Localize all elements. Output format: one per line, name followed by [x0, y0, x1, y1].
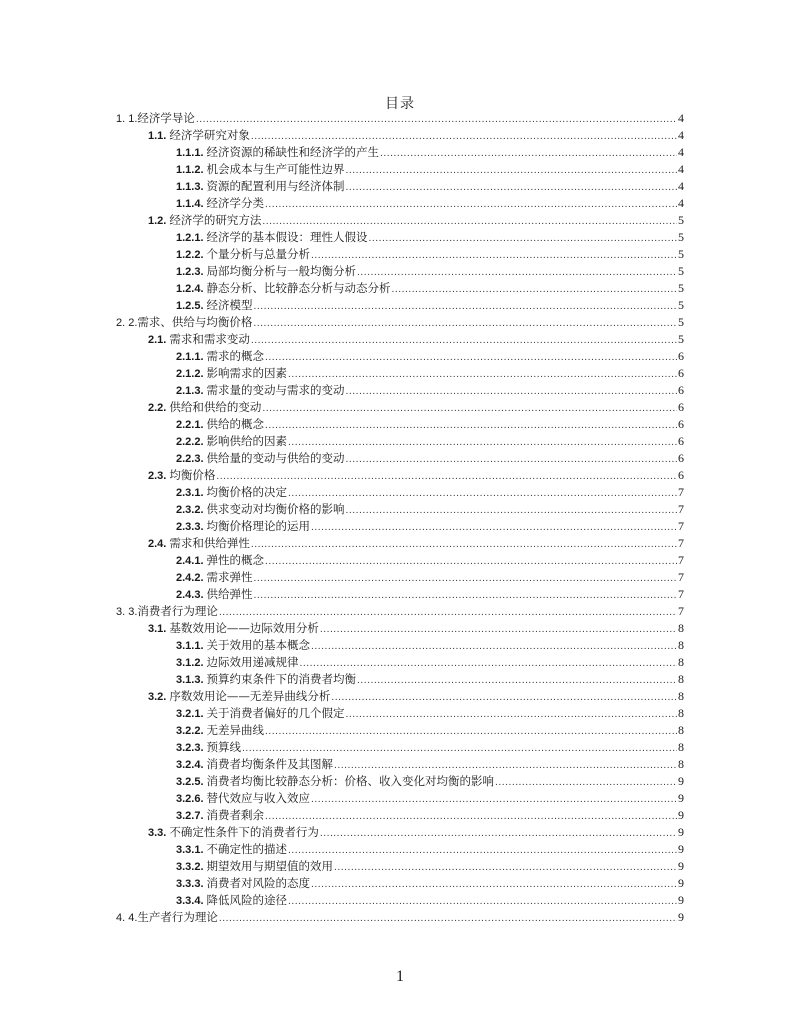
toc-entry-number: 1.2.5. — [176, 300, 204, 312]
toc-entry-page: 5 — [678, 281, 684, 295]
toc-entry-level-3[interactable] — [116, 552, 684, 569]
dot-leader — [288, 486, 677, 503]
toc-entry-number: 1.1. — [148, 130, 167, 142]
toc-entry-number: 3.1.1. — [176, 640, 204, 652]
toc-entry-number: 3.2.3. — [176, 742, 204, 754]
toc-entry-label: 关于效用的基本概念 — [206, 638, 311, 652]
dot-leader — [392, 282, 677, 299]
toc-entry-number: 2.3. — [148, 470, 167, 482]
toc-entry-label: 降低风险的途径 — [206, 893, 288, 907]
dot-leader — [357, 265, 677, 282]
toc-entry-number: 2. 2. — [116, 317, 138, 329]
toc-entry-number: 3.3. — [148, 827, 167, 839]
toc-entry-label: 经济学分类 — [206, 196, 265, 210]
toc-entry-label: 消费者均衡比较静态分析：价格、收入变化对均衡的影响 — [206, 774, 495, 788]
toc-entry-level-2[interactable] — [116, 399, 684, 416]
toc-entry-page: 6 — [678, 366, 684, 380]
dot-leader — [265, 197, 677, 214]
toc-entry-page: 4 — [678, 128, 684, 142]
toc-entry-level-3[interactable] — [116, 756, 684, 773]
toc-entry-level-3[interactable] — [116, 841, 684, 858]
toc-entry-level-3[interactable] — [116, 501, 684, 518]
toc-entry-level-3[interactable] — [116, 229, 684, 246]
toc-entry-page: 5 — [678, 230, 684, 244]
toc-entry-number: 1.1.3. — [176, 181, 204, 193]
toc-entry-label: 均衡价格理论的运用 — [206, 519, 311, 533]
toc-entry-number: 2.4.1. — [176, 555, 204, 567]
toc-entry-level-2[interactable] — [116, 824, 684, 841]
toc-entry-page: 4 — [678, 145, 684, 159]
toc-entry-page: 7 — [678, 570, 684, 584]
toc-entry-page: 4 — [678, 179, 684, 193]
toc-entry-label: 供求变动对均衡价格的影响 — [206, 502, 345, 516]
toc-entry-number: 4. 4. — [116, 912, 138, 924]
dot-leader — [380, 146, 677, 163]
toc-entry-page: 9 — [678, 825, 684, 839]
toc-entry-number: 3.2. — [148, 691, 167, 703]
toc-entry-label: 供给弹性 — [206, 587, 253, 601]
toc-entry-label: 预算约束条件下的消费者均衡 — [206, 672, 357, 686]
toc-entry-page: 5 — [678, 332, 684, 346]
dot-leader — [288, 435, 677, 452]
toc-entry-page: 9 — [678, 859, 684, 873]
toc-entry-label: 影响需求的因素 — [206, 366, 288, 380]
toc-entry-page: 7 — [678, 536, 684, 550]
toc-entry-number: 3.1.3. — [176, 674, 204, 686]
toc-entry-label: 需求和需求变动 — [169, 332, 250, 346]
toc-entry-number: 2.1. — [148, 334, 167, 346]
toc-entry-page: 5 — [678, 298, 684, 312]
toc-entry-number: 3.3.4. — [176, 895, 204, 907]
toc-entry-level-3[interactable] — [116, 722, 684, 739]
toc-entry-page: 9 — [678, 808, 684, 822]
toc-entry-page: 6 — [678, 417, 684, 431]
toc-entry-level-3[interactable] — [116, 518, 684, 535]
toc-entry-label: 经济资源的稀缺性和经济学的产生 — [206, 145, 380, 159]
toc-entry-page: 6 — [678, 383, 684, 397]
toc-entry-label: 需求量的变动与需求的变动 — [206, 383, 345, 397]
toc-entry-level-2[interactable] — [116, 688, 684, 705]
toc-entry-level-2[interactable] — [116, 331, 684, 348]
dot-leader — [251, 333, 677, 350]
toc-entry-page: 8 — [678, 672, 684, 686]
toc-entry-page: 7 — [678, 553, 684, 567]
toc-entry-label: 经济模型 — [206, 298, 253, 312]
toc-entry-number: 2.4.2. — [176, 572, 204, 584]
toc-entry-page: 5 — [678, 264, 684, 278]
dot-leader — [331, 690, 677, 707]
toc-entry-level-1[interactable] — [116, 314, 684, 331]
toc-entry-level-3[interactable] — [116, 161, 684, 178]
toc-entry-level-3[interactable] — [116, 773, 684, 790]
toc-entry-page: 4 — [678, 162, 684, 176]
toc-entry-number: 2.1.3. — [176, 385, 204, 397]
toc-entry-page: 6 — [678, 434, 684, 448]
toc-entry-page: 5 — [678, 213, 684, 227]
toc-entry-level-3[interactable] — [116, 739, 684, 756]
dot-leader — [253, 316, 677, 333]
dot-leader — [346, 503, 677, 520]
dot-leader — [346, 707, 677, 724]
toc-entry-level-3[interactable] — [116, 365, 684, 382]
toc-entry-level-3[interactable] — [116, 416, 684, 433]
toc-entry-page: 9 — [678, 791, 684, 805]
toc-entry-number: 3.2.4. — [176, 759, 204, 771]
toc-entry-label: 需求的概念 — [206, 349, 265, 363]
dot-leader — [265, 418, 677, 435]
toc-entry-label: 供给量的变动与供给的变动 — [206, 451, 345, 465]
toc-entry-level-3[interactable] — [116, 195, 684, 212]
toc-entry-label: 基数效用论——边际效用分析 — [169, 621, 319, 635]
toc-entry-level-1[interactable] — [116, 110, 684, 127]
toc-entry-page: 9 — [678, 893, 684, 907]
toc-entry-page: 6 — [678, 349, 684, 363]
toc-entry-page: 8 — [678, 740, 684, 754]
toc-entry-number: 1.2.3. — [176, 266, 204, 278]
dot-leader — [288, 894, 677, 911]
toc-entry-level-3[interactable] — [116, 348, 684, 365]
toc-entry-level-3[interactable] — [116, 671, 684, 688]
toc-entry-page: 7 — [678, 587, 684, 601]
toc-entry-level-3[interactable] — [116, 637, 684, 654]
dot-leader — [311, 248, 677, 265]
toc-entry-number: 3.2.7. — [176, 810, 204, 822]
toc-entry-level-3[interactable] — [116, 144, 684, 161]
toc-entry-page: 5 — [678, 315, 684, 329]
dot-leader — [320, 622, 677, 639]
toc-entry-label: 替代效应与收入效应 — [206, 791, 311, 805]
toc-entry-number: 1.2.2. — [176, 249, 204, 261]
toc-entry-level-2[interactable] — [116, 467, 684, 484]
toc-entry-page: 6 — [678, 451, 684, 465]
toc-entry-label: 需求弹性 — [206, 570, 253, 584]
toc-entry-label: 序数效用论——无差异曲线分析 — [169, 689, 331, 703]
dot-leader — [288, 367, 677, 384]
toc-entry-level-3[interactable] — [116, 450, 684, 467]
toc-entry-page: 5 — [678, 247, 684, 261]
toc-entry-number: 2.2. — [148, 402, 167, 414]
toc-entry-level-2[interactable] — [116, 620, 684, 637]
toc-entry-number: 1. 1. — [116, 113, 138, 125]
toc-entry-page: 9 — [678, 774, 684, 788]
toc-entry-number: 3.1.2. — [176, 657, 204, 669]
toc-entry-page: 8 — [678, 689, 684, 703]
toc-entry-label: 经济学导论 — [137, 111, 195, 125]
toc-title: 目录 — [385, 96, 415, 112]
toc-entry-level-3[interactable] — [116, 790, 684, 807]
toc-entry-number: 1.2. — [148, 215, 167, 227]
toc-entry-level-3[interactable] — [116, 297, 684, 314]
toc-entry-level-3[interactable] — [116, 433, 684, 450]
dot-leader — [265, 350, 677, 367]
toc-entry-label: 不确定性的描述 — [206, 842, 288, 856]
dot-leader — [311, 639, 677, 656]
toc-entry-number: 2.3.1. — [176, 487, 204, 499]
toc-entry-page: 7 — [678, 519, 684, 533]
dot-leader — [334, 860, 677, 877]
toc-entry-number: 3.2.6. — [176, 793, 204, 805]
toc-entry-page: 6 — [678, 468, 684, 482]
toc-entry-page: 8 — [678, 706, 684, 720]
toc-entry-page: 4 — [678, 111, 684, 125]
toc-entry-level-3[interactable] — [116, 654, 684, 671]
dot-leader — [262, 401, 677, 418]
dot-leader — [311, 792, 677, 809]
dot-leader — [320, 826, 677, 843]
toc-entry-number: 2.1.1. — [176, 351, 204, 363]
toc-entry-label: 关于消费者偏好的几个假定 — [206, 706, 345, 720]
page-number: 1 — [396, 968, 404, 985]
toc-entry-label: 经济学研究对象 — [169, 128, 250, 142]
toc-entry-level-3[interactable] — [116, 705, 684, 722]
toc-entry-page: 9 — [678, 842, 684, 856]
toc-entry-label: 预算线 — [206, 740, 242, 754]
toc-entry-level-3[interactable] — [116, 586, 684, 603]
toc-entry-number: 3.2.1. — [176, 708, 204, 720]
dot-leader — [346, 180, 677, 197]
toc-entry-page: 7 — [678, 502, 684, 516]
toc-entry-number: 3.2.5. — [176, 776, 204, 788]
toc-entry-label: 资源的配置利用与经济体制 — [206, 179, 345, 193]
toc-entry-level-3[interactable] — [116, 178, 684, 195]
toc-entry-label: 机会成本与生产可能性边界 — [206, 162, 345, 176]
dot-leader — [265, 554, 677, 571]
dot-leader — [346, 163, 677, 180]
toc-entry-label: 供给的概念 — [206, 417, 265, 431]
dot-leader — [254, 299, 677, 316]
toc-entry-number: 1.1.2. — [176, 164, 204, 176]
toc-entry-level-2[interactable] — [116, 535, 684, 552]
toc-entry-label: 局部均衡分析与一般均衡分析 — [206, 264, 357, 278]
toc-entry-label: 消费者对风险的态度 — [206, 876, 311, 890]
toc-entry-label: 个量分析与总量分析 — [206, 247, 311, 261]
toc-entry-label: 经济学的研究方法 — [169, 213, 262, 227]
toc-entry-label: 弹性的概念 — [206, 553, 265, 567]
dot-leader — [495, 775, 677, 792]
toc-entry-level-3[interactable] — [116, 858, 684, 875]
toc-entry-label: 供给和供给的变动 — [169, 400, 262, 414]
toc-entry-page: 9 — [678, 910, 684, 924]
toc-entry-level-3[interactable] — [116, 382, 684, 399]
toc-entry-page: 4 — [678, 196, 684, 210]
toc-entry-level-3[interactable] — [116, 263, 684, 280]
toc-entry-page: 7 — [678, 485, 684, 499]
toc-entry-number: 2.2.2. — [176, 436, 204, 448]
toc-entry-label: 无差异曲线 — [206, 723, 265, 737]
dot-leader — [346, 452, 677, 469]
toc-entry-label: 消费者行为理论 — [137, 604, 218, 618]
toc-entry-page: 8 — [678, 723, 684, 737]
toc-entry-number: 2.4. — [148, 538, 167, 550]
dot-leader — [311, 520, 677, 537]
dot-leader — [288, 843, 677, 860]
dot-leader — [300, 656, 677, 673]
toc-entry-number: 3.3.2. — [176, 861, 204, 873]
toc-entry-label: 生产者行为理论 — [137, 910, 218, 924]
toc-entry-number: 1.2.4. — [176, 283, 204, 295]
toc-entry-label: 边际效用递减规律 — [206, 655, 299, 669]
toc-entry-level-3[interactable] — [116, 807, 684, 824]
toc-entry-label: 需求、供给与均衡价格 — [137, 315, 253, 329]
toc-entry-level-3[interactable] — [116, 569, 684, 586]
toc-entry-label: 消费者均衡条件及其图解 — [206, 757, 334, 771]
toc-entry-number: 1.2.1. — [176, 232, 204, 244]
toc-entry-number: 2.3.2. — [176, 504, 204, 516]
toc-entry-number: 2.3.3. — [176, 521, 204, 533]
dot-leader — [265, 809, 677, 826]
toc-entry-number: 3.1. — [148, 623, 167, 635]
toc-entry-page: 8 — [678, 757, 684, 771]
toc-entry-level-3[interactable] — [116, 280, 684, 297]
toc-entry-page: 8 — [678, 655, 684, 669]
table-of-contents — [116, 110, 684, 926]
toc-entry-label: 均衡价格 — [169, 468, 216, 482]
toc-entry-level-3[interactable] — [116, 484, 684, 501]
toc-entry-page: 7 — [678, 604, 684, 618]
dot-leader — [357, 673, 677, 690]
toc-entry-label: 需求和供给弹性 — [169, 536, 250, 550]
dot-leader — [254, 588, 677, 605]
toc-entry-level-1[interactable] — [116, 603, 684, 620]
toc-entry-number: 3.3.1. — [176, 844, 204, 856]
dot-leader — [311, 877, 677, 894]
toc-entry-page: 8 — [678, 621, 684, 635]
toc-entry-label: 经济学的基本假设：理性人假设 — [206, 230, 368, 244]
toc-entry-label: 消费者剩余 — [206, 808, 265, 822]
toc-entry-number: 3.2.2. — [176, 725, 204, 737]
toc-entry-number: 2.2.1. — [176, 419, 204, 431]
toc-entry-label: 期望效用与期望值的效用 — [206, 859, 334, 873]
toc-entry-level-2[interactable] — [116, 127, 684, 144]
toc-entry-label: 静态分析、比较静态分析与动态分析 — [206, 281, 391, 295]
toc-entry-number: 3. 3. — [116, 606, 138, 618]
dot-leader — [251, 537, 677, 554]
toc-entry-label: 不确定性条件下的消费者行为 — [169, 825, 319, 839]
toc-entry-number: 2.2.3. — [176, 453, 204, 465]
toc-entry-number: 1.1.1. — [176, 147, 204, 159]
dot-leader — [265, 724, 677, 741]
toc-entry-level-1[interactable] — [116, 909, 684, 926]
toc-entry-page: 6 — [678, 400, 684, 414]
toc-entry-number: 2.1.2. — [176, 368, 204, 380]
toc-entry-level-2[interactable] — [116, 212, 684, 229]
dot-leader — [196, 112, 677, 129]
toc-entry-number: 2.4.3. — [176, 589, 204, 601]
toc-entry-page: 9 — [678, 876, 684, 890]
toc-entry-page: 8 — [678, 638, 684, 652]
dot-leader — [369, 231, 677, 248]
toc-entry-level-3[interactable] — [116, 892, 684, 909]
toc-entry-label: 均衡价格的决定 — [206, 485, 288, 499]
toc-entry-number: 1.1.4. — [176, 198, 204, 210]
dot-leader — [219, 911, 677, 928]
toc-entry-label: 影响供给的因素 — [206, 434, 288, 448]
toc-entry-number: 3.3.3. — [176, 878, 204, 890]
toc-entry-level-3[interactable] — [116, 875, 684, 892]
dot-leader — [346, 384, 677, 401]
toc-entry-level-3[interactable] — [116, 246, 684, 263]
dot-leader — [254, 571, 677, 588]
